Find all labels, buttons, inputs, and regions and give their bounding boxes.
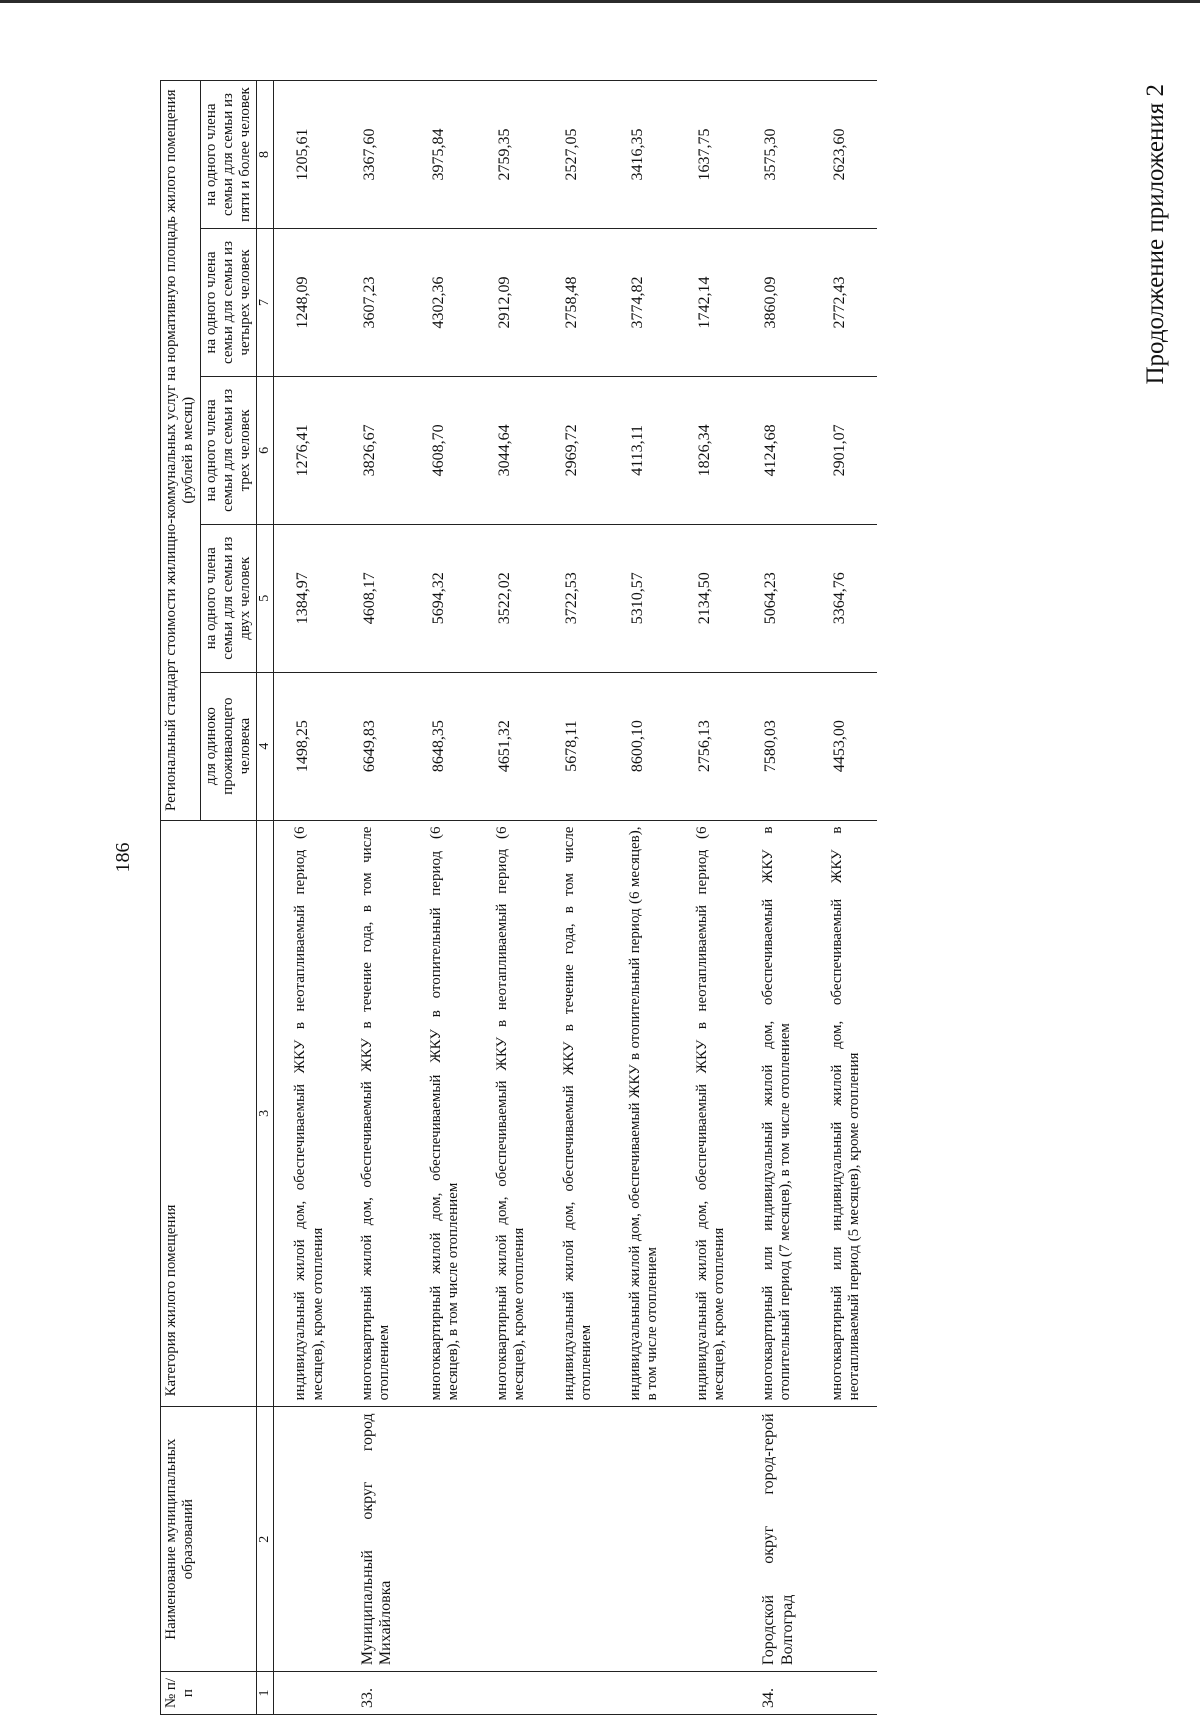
header-group-standard: Региональный стандарт стоимости жилищно-коммунальных услуг на нормативную площадь жилого помещения (рублей в месяц): [161, 81, 201, 821]
value-family-2: 1384,97: [274, 524, 341, 672]
table-body: [274, 81, 878, 1715]
municipality-name: [476, 1407, 543, 1672]
value-family-5plus: 2527,05: [543, 81, 610, 229]
table-row: [274, 81, 341, 1715]
appendix-note: Продолжение приложения 2: [1142, 84, 1169, 385]
municipality-name: [811, 1407, 878, 1672]
row-index: [609, 1672, 676, 1715]
table-row: [811, 81, 878, 1715]
value-family-4: 2912,09: [476, 229, 543, 377]
table-row: [609, 81, 676, 1715]
value-family-3: 3044,64: [476, 376, 543, 524]
table-row: [676, 81, 743, 1715]
value-family-5plus: 3575,30: [742, 81, 811, 229]
value-single: 2756,13: [676, 672, 743, 820]
row-index: 34.: [742, 1672, 811, 1715]
value-family-2: 2134,50: [676, 524, 743, 672]
housing-category: индивидуальный жилой дом, обеспечиваемый ЖКУ в отопительный период (6 месяцев), в том числе отоплением: [609, 820, 676, 1407]
value-single: 4651,32: [476, 672, 543, 820]
row-index: 33.: [341, 1672, 410, 1715]
value-single: 5678,11: [543, 672, 610, 820]
row-index: [811, 1672, 878, 1715]
value-family-5plus: 1637,75: [676, 81, 743, 229]
value-family-3: 1826,34: [676, 376, 743, 524]
value-family-3: 2901,07: [811, 376, 878, 524]
value-family-4: 3607,23: [341, 229, 410, 377]
value-single: 7580,03: [742, 672, 811, 820]
municipality-name: [543, 1407, 610, 1672]
column-number: 5: [257, 524, 274, 672]
value-family-2: 3722,53: [543, 524, 610, 672]
value-family-5plus: 3416,35: [609, 81, 676, 229]
column-number: 3: [257, 820, 274, 1407]
column-number: 6: [257, 376, 274, 524]
value-family-3: 4608,70: [410, 376, 477, 524]
header-col-family-2: на одного члена семьи для семьи из двух человек: [200, 524, 257, 672]
table-row: [341, 81, 410, 1715]
row-index: [274, 1672, 341, 1715]
housing-cost-standards-table: [160, 80, 877, 1715]
value-family-4: 2772,43: [811, 229, 878, 377]
column-number: 4: [257, 672, 274, 820]
value-family-4: 2758,48: [543, 229, 610, 377]
column-numbers-row: [257, 81, 274, 1715]
value-family-5plus: 2759,35: [476, 81, 543, 229]
value-family-5plus: 3975,84: [410, 81, 477, 229]
value-family-4: 3860,09: [742, 229, 811, 377]
value-family-2: 3364,76: [811, 524, 878, 672]
row-index: [543, 1672, 610, 1715]
header-col-family-4: на одного члена семьи для семьи из четырех человек: [200, 229, 257, 377]
header-col-municipality: Наименование муниципальных образований: [161, 1407, 257, 1672]
table-row: [742, 81, 811, 1715]
housing-category: индивидуальный жилой дом, обеспечиваемый ЖКУ в неотапливаемый период (6 месяцев), кроме отопления: [676, 820, 743, 1407]
table-row: [543, 81, 610, 1715]
header-col-category: Категория жилого помещения: [161, 820, 257, 1407]
value-family-2: 5064,23: [742, 524, 811, 672]
value-single: 8600,10: [609, 672, 676, 820]
column-number: 1: [257, 1672, 274, 1715]
municipality-name: [410, 1407, 477, 1672]
housing-category: многоквартирный или индивидуальный жилой дом, обеспечиваемый ЖКУ в неотапливаемый период (5 месяцев), кроме отопления: [811, 820, 878, 1407]
value-family-4: 4302,36: [410, 229, 477, 377]
housing-category: многоквартирный жилой дом, обеспечиваемый ЖКУ в течение года, в том числе отоплением: [341, 820, 410, 1407]
header-row-top: [161, 81, 201, 1715]
table-row: [476, 81, 543, 1715]
value-family-3: 4113,11: [609, 376, 676, 524]
housing-category: индивидуальный жилой дом, обеспечиваемый ЖКУ в неотапливаемый период (6 месяцев), кроме отопления: [274, 820, 341, 1407]
value-family-3: 4124,68: [742, 376, 811, 524]
value-family-5plus: 2623,60: [811, 81, 878, 229]
value-family-3: 2969,72: [543, 376, 610, 524]
header-col-single: для одиноко проживающего человека: [200, 672, 257, 820]
column-number: 8: [257, 81, 274, 229]
header-col-family-3: на одного члена семьи для семьи из трех человек: [200, 376, 257, 524]
value-single: 8648,35: [410, 672, 477, 820]
municipality-name: Муниципальный округ город Михайловка: [341, 1407, 410, 1672]
value-family-2: 3522,02: [476, 524, 543, 672]
value-family-4: 3774,82: [609, 229, 676, 377]
row-index: [410, 1672, 477, 1715]
header-col-number: № п/п: [161, 1672, 257, 1715]
header-col-family-5plus: на одного члена семьи для семьи из пяти и более человек: [200, 81, 257, 229]
value-family-4: 1742,14: [676, 229, 743, 377]
municipality-name: [274, 1407, 341, 1672]
value-family-2: 5694,32: [410, 524, 477, 672]
housing-category: индивидуальный жилой дом, обеспечиваемый ЖКУ в течение года, в том числе отоплением: [543, 820, 610, 1407]
row-index: [676, 1672, 743, 1715]
value-family-2: 4608,17: [341, 524, 410, 672]
table-row: [410, 81, 477, 1715]
municipality-name: [609, 1407, 676, 1672]
row-index: [476, 1672, 543, 1715]
value-single: 6649,83: [341, 672, 410, 820]
housing-category: многоквартирный жилой дом, обеспечиваемый ЖКУ в неотапливаемый период (6 месяцев), кроме отопления: [476, 820, 543, 1407]
municipality-name: Городской округ город-герой Волгоград: [742, 1407, 811, 1672]
column-number: 7: [257, 229, 274, 377]
value-single: 1498,25: [274, 672, 341, 820]
housing-category: многоквартирный жилой дом, обеспечиваемый ЖКУ в отопительный период (6 месяцев), в том числе отоплением: [410, 820, 477, 1407]
value-single: 4453,00: [811, 672, 878, 820]
value-family-3: 3826,67: [341, 376, 410, 524]
page-number: 186: [112, 842, 134, 873]
municipality-name: [676, 1407, 743, 1672]
value-family-2: 5310,57: [609, 524, 676, 672]
value-family-4: 1248,09: [274, 229, 341, 377]
value-family-3: 1276,41: [274, 376, 341, 524]
value-family-5plus: 3367,60: [341, 81, 410, 229]
housing-category: многоквартирный или индивидуальный жилой дом, обеспечиваемый ЖКУ в отопительный период (7 месяцев), в том числе отоплением: [742, 820, 811, 1407]
value-family-5plus: 1205,61: [274, 81, 341, 229]
column-number: 2: [257, 1407, 274, 1672]
